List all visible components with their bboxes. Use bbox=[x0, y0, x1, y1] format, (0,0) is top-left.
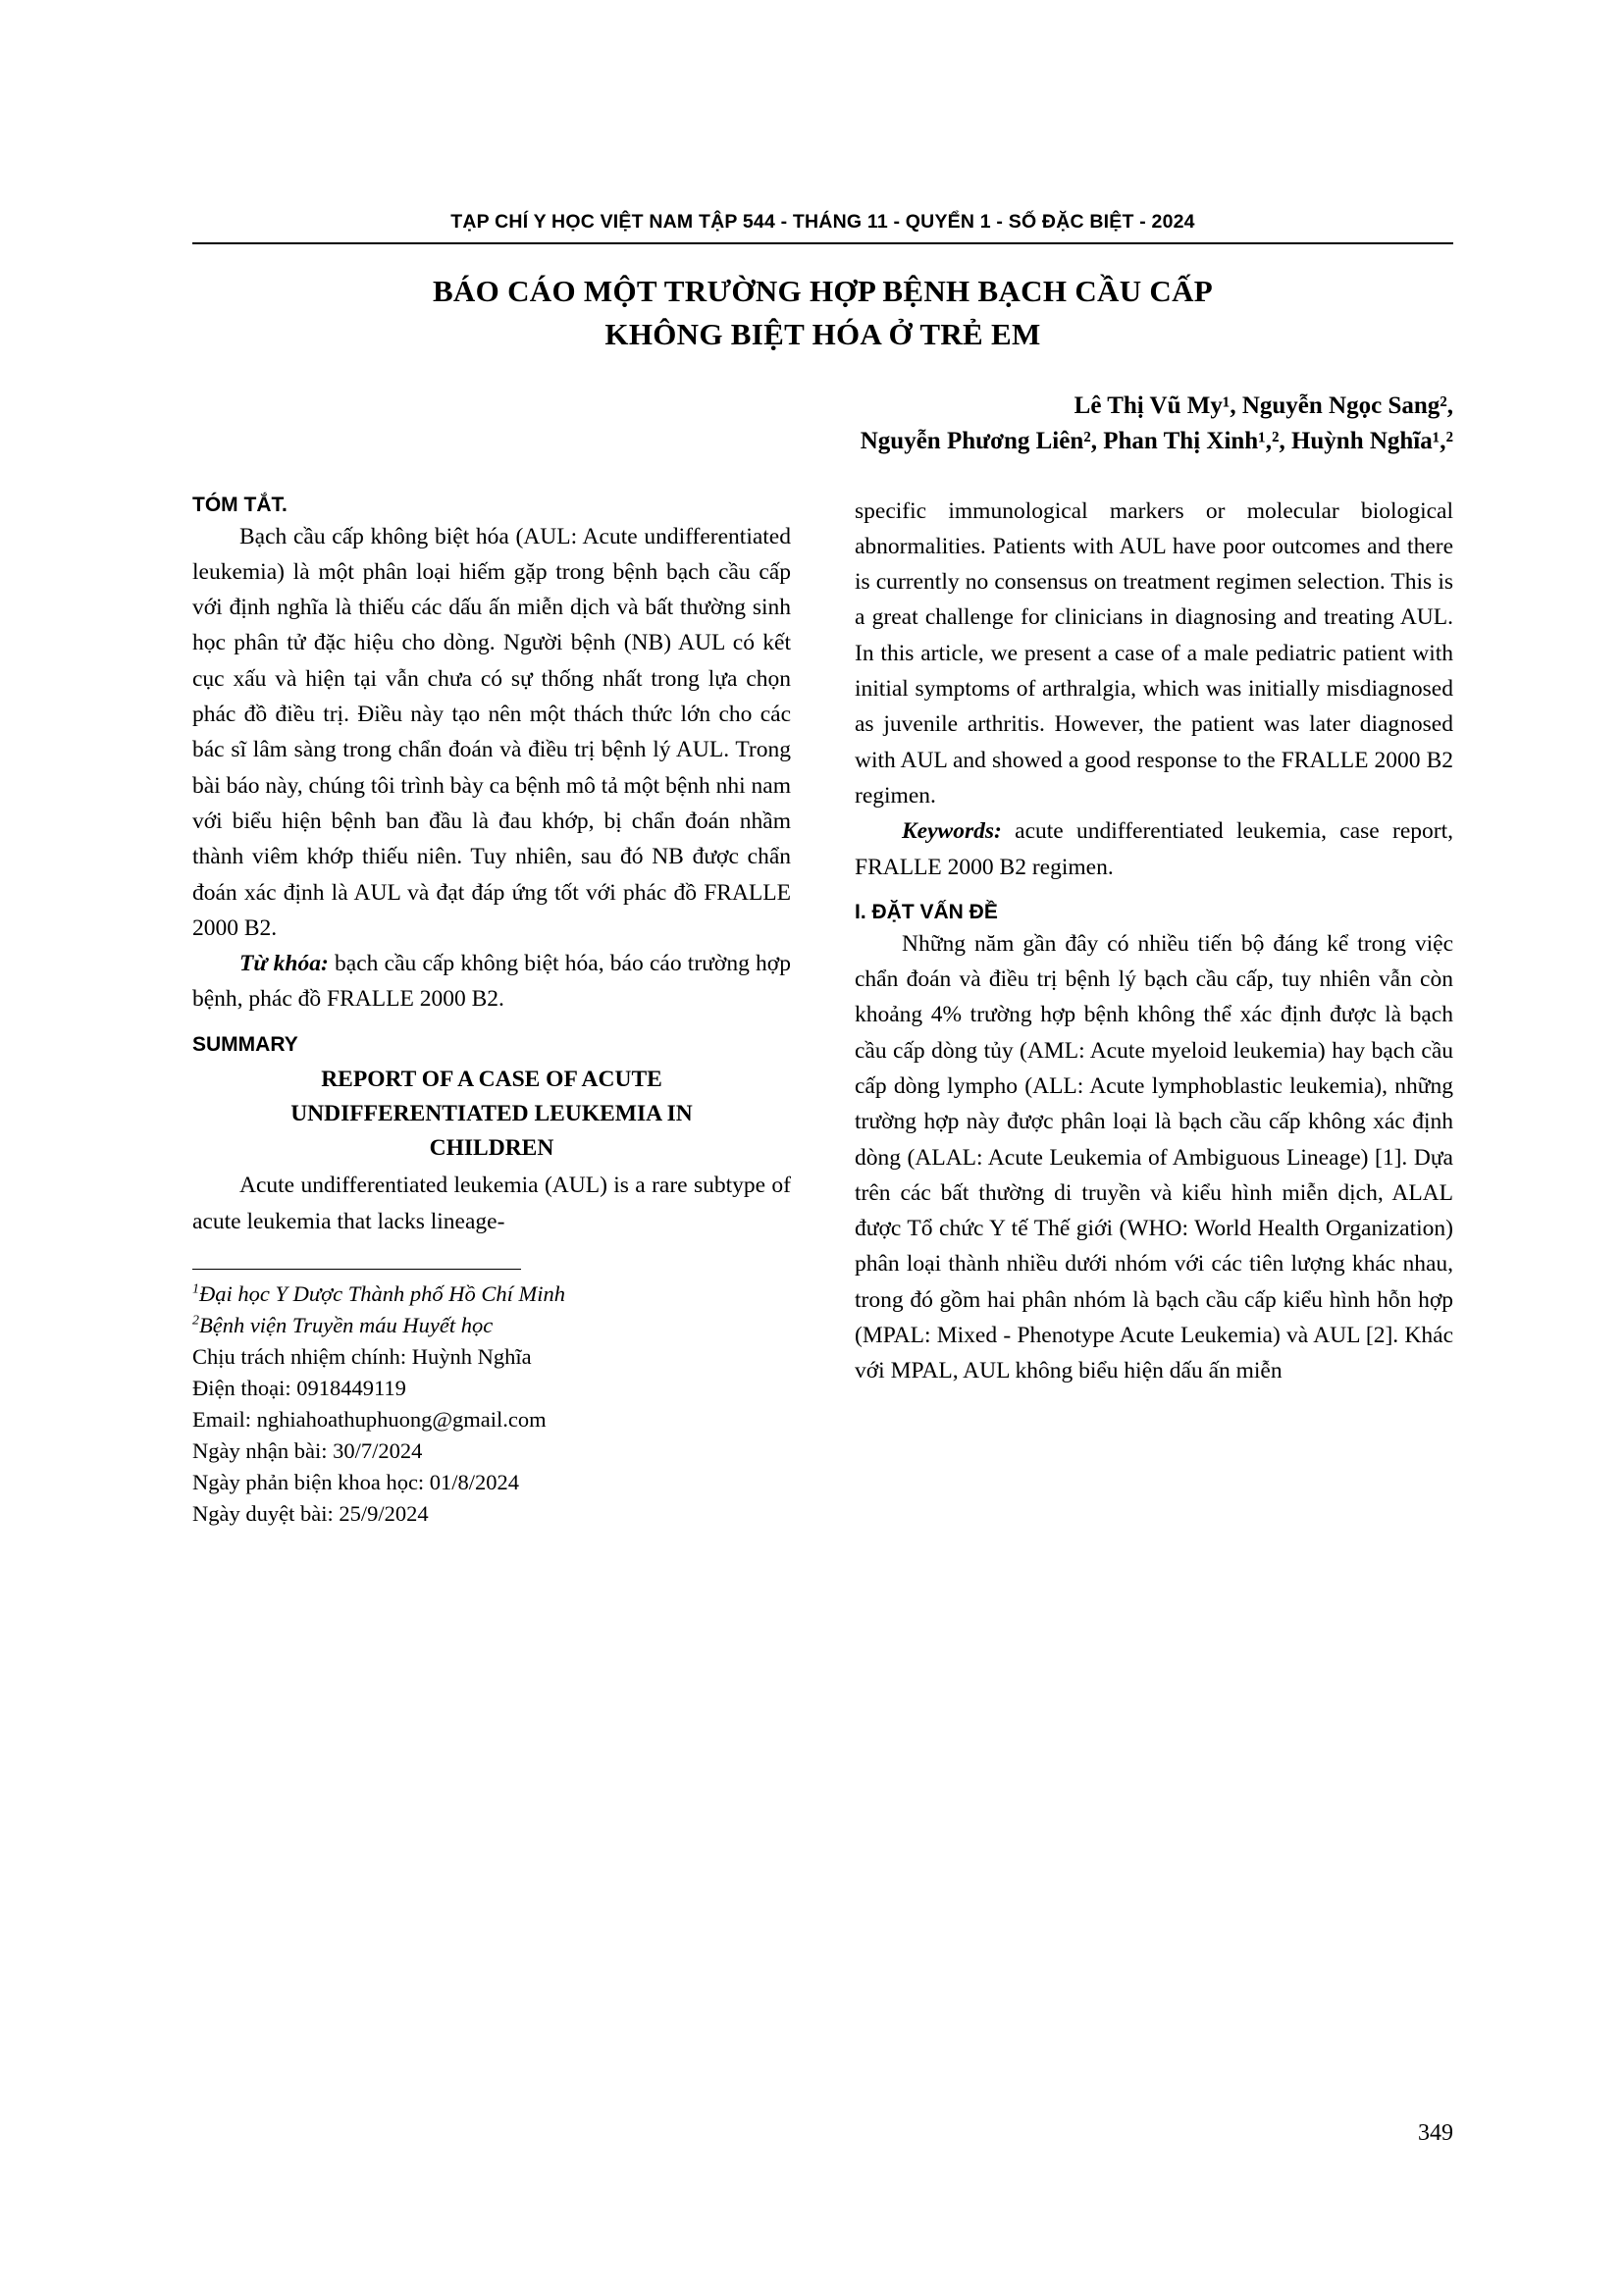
spacer bbox=[192, 1018, 791, 1033]
contact-email: Email: nghiahoathuphuong@gmail.com bbox=[192, 1406, 547, 1432]
header-rule bbox=[192, 242, 1453, 244]
affiliation-1-marker: 1 bbox=[192, 1281, 199, 1297]
abstract-vi-paragraph: Bạch cầu cấp không biệt hóa (AUL: Acute undifferentiated leukemia) là một phân loại hiếm gặp trong bệnh bạch cầu cấp với định nghĩa là thiếu các dấu ấn miễn dịch và bất thường sinh học phân tử đặc hiệu cho dòng. Người bệnh (NB) AUL có kết cục xấu và hiện tại vẫn chưa có sự thống nhất trong lựa chọn phác đồ điều trị. Điều này tạo nên một thách thức lớn cho các bác sĩ lâm sàng trong chẩn đoán và điều trị bệnh lý AUL. Trong bài báo này, chúng tôi trình bày ca bệnh mô tả một bệnh nhi nam với biểu hiện bệnh ban đầu là đau khớp, bị chẩn đoán nhầm thành viêm khớp thiếu niên. Tuy nhiên, sau đó NB được chẩn đoán xác định là AUL và đạt đáp ứng tốt với phác đồ FRALLE 2000 B2. bbox=[192, 523, 791, 941]
page-content bbox=[192, 211, 1453, 1530]
article-title-line2: KHÔNG BIỆT HÓA Ở TRẺ EM bbox=[604, 317, 1041, 352]
abstract-en-heading: SUMMARY bbox=[192, 1032, 298, 1056]
author-list bbox=[192, 389, 1453, 460]
two-column-body bbox=[192, 494, 1453, 1530]
author-line-1: Lê Thị Vũ My¹, Nguyễn Ngọc Sang², bbox=[1074, 392, 1453, 420]
abstract-en-paragraph-start: Acute undifferentiated leukemia (AUL) is a rare subtype of acute leukemia that lacks lineage- bbox=[192, 1173, 791, 1234]
article-title bbox=[232, 270, 1414, 356]
english-title-line2: UNDIFFERENTIATED LEUKEMIA IN bbox=[290, 1100, 693, 1126]
responsible-author: Chịu trách nhiệm chính: Huỳnh Nghĩa bbox=[192, 1343, 532, 1369]
english-title-line3: CHILDREN bbox=[429, 1135, 554, 1162]
date-received: Ngày nhận bài: 30/7/2024 bbox=[192, 1437, 423, 1463]
footnote-block bbox=[192, 1269, 654, 1530]
footnote-rule bbox=[192, 1269, 521, 1270]
affiliation-1-text: Đại học Y Dược Thành phố Hồ Chí Minh bbox=[198, 1281, 565, 1307]
section-intro-heading: I. ĐẶT VẤN ĐỀ bbox=[855, 900, 998, 923]
keywords-label-en: Keywords: bbox=[902, 818, 1002, 845]
english-title-line1: REPORT OF A CASE OF ACUTE bbox=[321, 1066, 662, 1092]
affiliation-1 bbox=[192, 1278, 654, 1310]
right-column bbox=[855, 494, 1453, 1530]
abstract-vi-heading-suffix: . bbox=[281, 493, 288, 516]
article-title-line1: BÁO CÁO MỘT TRƯỜNG HỢP BỆNH BẠCH CẦU CẤP bbox=[432, 274, 1214, 308]
abstract-vi-heading-text: TÓM TẮT bbox=[192, 493, 282, 516]
date-reviewed: Ngày phản biện khoa học: 01/8/2024 bbox=[192, 1469, 520, 1494]
left-column bbox=[192, 494, 791, 1530]
affiliation-2-marker: 2 bbox=[192, 1313, 199, 1329]
date-accepted: Ngày duyệt bài: 25/9/2024 bbox=[192, 1500, 429, 1526]
abstract-en-keywords bbox=[855, 813, 1453, 885]
english-title bbox=[216, 1063, 767, 1167]
contact-phone: Điện thoại: 0918449119 bbox=[192, 1375, 406, 1400]
section-intro-paragraph: Những năm gần đây có nhiều tiến bộ đáng kể trong việc chẩn đoán và điều trị bệnh lý bạch cầu cấp, tuy nhiên vẫn còn khoảng 4% trường hợp bệnh không thể xác định được là bạch cầu cấp dòng tủy (AML: Acute myeloid leukemia) hay bạch cầu cấp dòng lympho (ALL: Acute lymphoblastic leukemia), những trường hợp này được phân loại là bạch cầu cấp không xác định dòng (ALAL: Acute Leukemia of Ambiguous Lineage) [1]. Dựa trên các bất thường di truyền và kiểu hình miễn dịch, ALAL được Tổ chức Y tế Thế giới (WHO: World Health Organization) phân loại thành nhiều dưới nhóm với các tiên lượng khác nhau, trong đó gồm hai phân nhóm là bạch cầu cấp kiểu hình hỗn hợp (MPAL: Mixed - Phenotype Acute Leukemia) và AUL [2]. Khác với MPAL, AUL không biểu hiện dấu ấn miễn bbox=[855, 930, 1453, 1384]
author-line-2: Nguyễn Phương Liên², Phan Thị Xinh¹,², Huỳnh Nghĩa¹,² bbox=[860, 428, 1453, 455]
affiliation-2 bbox=[192, 1310, 654, 1341]
affiliation-2-text: Bệnh viện Truyền máu Huyết học bbox=[198, 1312, 494, 1337]
keywords-text-vi: bạch cầu cấp không biệt hóa, báo cáo trường hợp bệnh, phác đồ FRALLE 2000 B2. bbox=[192, 951, 791, 1013]
abstract-vi-heading bbox=[192, 494, 791, 517]
abstract-en-paragraph-cont: specific immunological markers or molecular biological abnormalities. Patients with AUL have poor outcomes and there is currently no consensus on treatment regimen selection. This is a great challenge for clinicians in diagnosing and treating AUL. In this article, we present a case of a male pediatric patient with initial symptoms of arthralgia, which was initially misdiagnosed as juvenile arthritis. However, the patient was later diagnosed with AUL and showed a good response to the FRALLE 2000 B2 regimen. bbox=[855, 497, 1453, 809]
running-head: TẠP CHÍ Y HỌC VIỆT NAM TẬP 544 - THÁNG 11 - QUYỂN 1 - SỐ ĐẶC BIỆT - 2024 bbox=[450, 211, 1195, 233]
spacer bbox=[855, 885, 1453, 901]
page-number: 349 bbox=[1418, 2120, 1453, 2146]
abstract-vi-keywords bbox=[192, 946, 791, 1018]
keywords-label-vi: Từ khóa: bbox=[239, 951, 329, 977]
keywords-text-en: acute undifferentiated leukemia, case report, FRALLE 2000 B2 regimen. bbox=[855, 818, 1453, 880]
